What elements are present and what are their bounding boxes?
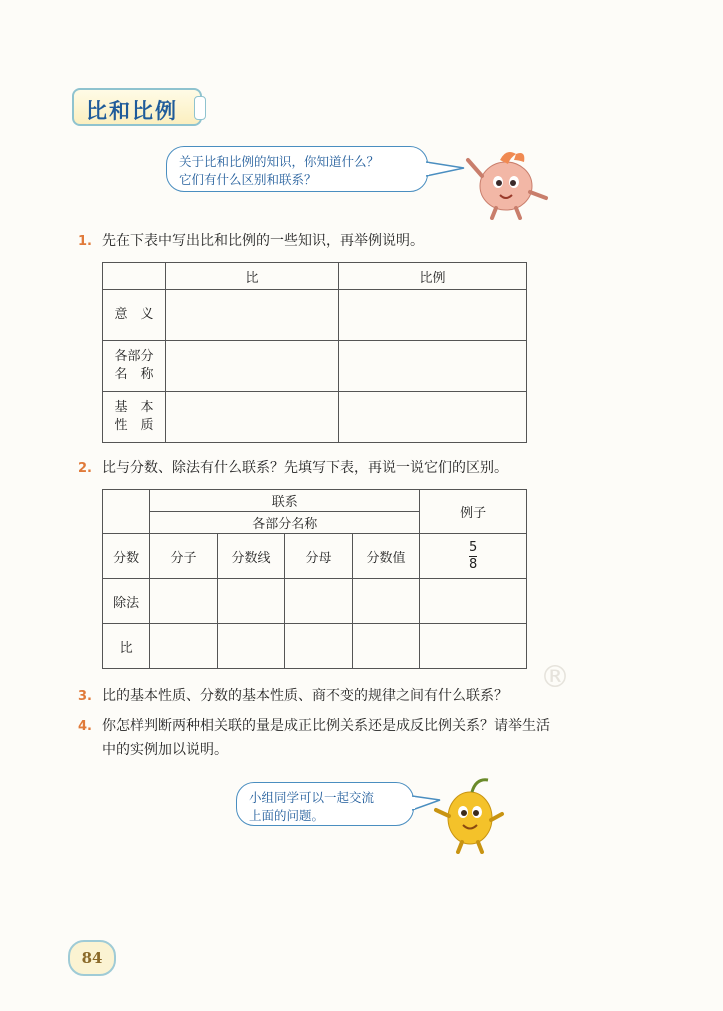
table2-corner: [103, 490, 150, 534]
fraction-numerator: 5: [468, 539, 478, 555]
question-3-text: 比的基本性质、分数的基本性质、商不变的规律之间有什么联系？: [102, 688, 508, 704]
registered-watermark: ®: [540, 660, 570, 695]
table2-cell-fraction-bar: 分数线: [217, 534, 284, 579]
title-tab-decoration: [194, 96, 206, 120]
bubble-top-tail: [426, 158, 466, 180]
table1-header-proportion: 比例: [339, 263, 527, 290]
table2-cell-input[interactable]: [150, 624, 217, 669]
question-4-text-line1: 你怎样判断两种相关联的量是成正比例关系还是成反比例关系？请举生活: [102, 718, 550, 734]
table1-header-empty: [103, 263, 166, 290]
section-title-box: [72, 88, 202, 126]
table1-cell-input[interactable]: [166, 392, 339, 443]
table2-cell-input[interactable]: [420, 624, 527, 669]
section-title: 比和比例: [86, 98, 178, 123]
table2-header-part-names: 各部分名称: [150, 512, 420, 534]
question-1-text: 先在下表中写出比和比例的一些知识，再举例说明。: [102, 233, 424, 249]
table2-cell-input[interactable]: [420, 579, 527, 624]
speech-bubble-bottom: [236, 782, 414, 826]
knowledge-table: [102, 262, 527, 443]
bubble-bottom-line2: 上面的问题。: [249, 808, 325, 823]
table2-cell-denominator: 分母: [285, 534, 352, 579]
table2-row-ratio-label: 比: [103, 624, 150, 669]
table1-row-basic-property: [103, 392, 166, 443]
bubble-bottom-line1: 小组同学可以一起交流: [249, 790, 375, 805]
table2-cell-input[interactable]: [217, 579, 284, 624]
page-number: 84: [68, 940, 116, 976]
question-4-text-line2: 中的实例加以说明。: [102, 742, 228, 758]
table1-header-ratio: 比: [166, 263, 339, 290]
table1-cell-input[interactable]: [166, 341, 339, 392]
table2-cell-input[interactable]: [217, 624, 284, 669]
question-2-number: 2.: [78, 461, 92, 476]
table1-cell-input[interactable]: [339, 341, 527, 392]
table1-cell-input[interactable]: [339, 392, 527, 443]
table1-row-basic-property-line2: 性 质: [114, 418, 154, 433]
table2-header-relation: 联系: [150, 490, 420, 512]
table1-cell-input[interactable]: [166, 290, 339, 341]
table2-row-fraction-label: 分数: [103, 534, 150, 579]
bubble-top-line2: 它们有什么区别和联系？: [179, 172, 317, 187]
table2-example-fraction: [420, 534, 527, 579]
fraction-denominator: 8: [468, 556, 478, 572]
table2-cell-input[interactable]: [285, 579, 352, 624]
table1-cell-input[interactable]: [339, 290, 527, 341]
table1-row-part-names-line1: 各部分: [114, 349, 154, 364]
fraction-example: [469, 541, 477, 572]
speech-bubble-top: [166, 146, 428, 192]
table1-row-basic-property-line1: 基 本: [114, 400, 154, 415]
pink-mascot-icon: [462, 140, 554, 220]
question-3-number: 3.: [78, 689, 92, 704]
table2-header-example: 例子: [420, 490, 527, 534]
table2-cell-numerator: 分子: [150, 534, 217, 579]
question-4-number: 4.: [78, 719, 92, 734]
table2-cell-input[interactable]: [150, 579, 217, 624]
yellow-mascot-icon: [432, 772, 506, 854]
question-1-number: 1.: [78, 234, 92, 249]
table1-row-part-names-line2: 名 称: [114, 367, 154, 382]
table2-cell-input[interactable]: [352, 624, 419, 669]
table1-row-meaning-label: 意 义: [114, 307, 154, 322]
relation-table: [102, 489, 527, 669]
table2-row-division-label: 除法: [103, 579, 150, 624]
table2-cell-input[interactable]: [352, 579, 419, 624]
table1-row-meaning: [103, 290, 166, 341]
bubble-top-line1: 关于比和比例的知识，你知道什么？: [179, 154, 380, 169]
table1-row-part-names: [103, 341, 166, 392]
table2-cell-fraction-value: 分数值: [352, 534, 419, 579]
table2-cell-input[interactable]: [285, 624, 352, 669]
question-2-text: 比与分数、除法有什么联系？先填写下表，再说一说它们的区别。: [102, 460, 508, 476]
